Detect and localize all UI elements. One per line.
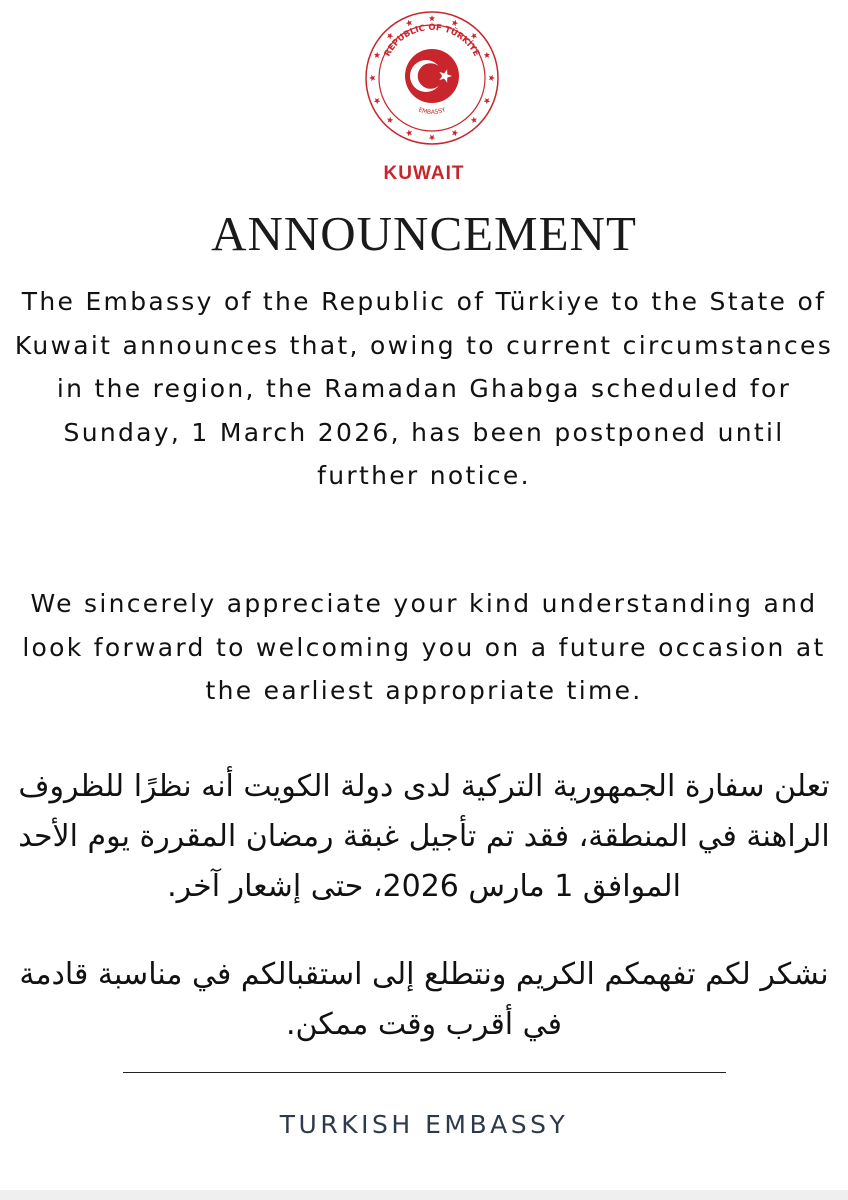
seal-star — [471, 33, 477, 39]
seal-star — [471, 117, 477, 123]
seal-text-top: REPUBLIC OF TÜRKİYE — [382, 22, 482, 59]
seal-star — [452, 20, 458, 26]
english-paragraph-2: We sincerely appreciate your kind understanding and look forward to welcoming you on a future occasion at the earliest appropriate time. — [22, 589, 826, 705]
embassy-seal-logo — [364, 10, 500, 146]
bottom-edge — [0, 1190, 848, 1200]
seal-star — [429, 135, 435, 141]
seal-star — [484, 52, 490, 58]
location-label: KUWAIT — [383, 163, 465, 184]
seal-star — [452, 130, 458, 136]
divider — [123, 1072, 726, 1073]
seal-text-bottom: EMBASSY — [417, 106, 447, 117]
seal-star — [406, 20, 412, 26]
english-paragraph-1: The Embassy of the Republic of Türkiye to the State of Kuwait announces that, owing to current circumstances in the region, the Ramadan Ghabga scheduled for Sunday, 1 March 2026, has been postponed until further notice. — [14, 287, 834, 490]
seal-star — [369, 75, 375, 81]
arabic-paragraph-2: نشكر لكم تفهمكم الكريم ونتطلع إلى استقبالكم في مناسبة قادمة في أقرب وقت ممكن. — [19, 957, 829, 1042]
seal-star — [387, 117, 393, 123]
seal-star — [484, 98, 490, 104]
seal-star — [374, 52, 380, 58]
seal-star — [489, 75, 495, 81]
seal-star — [374, 98, 380, 104]
seal-star — [387, 33, 393, 39]
arabic-paragraph-1: تعلن سفارة الجمهورية التركية لدى دولة الكويت أنه نظرًا للظروف الراهنة في المنطقة، فقد تم تأجيل غبقة رمضان المقررة يوم الأحد الموافق 1 مارس 2026، حتى إشعار آخر. — [18, 769, 830, 904]
page-title: ANNOUNCEMENT — [211, 206, 637, 261]
seal-star — [429, 15, 435, 21]
crescent-star-icon — [405, 49, 459, 103]
footer-signature: TURKISH EMBASSY — [279, 1110, 569, 1139]
seal-star — [406, 130, 412, 136]
